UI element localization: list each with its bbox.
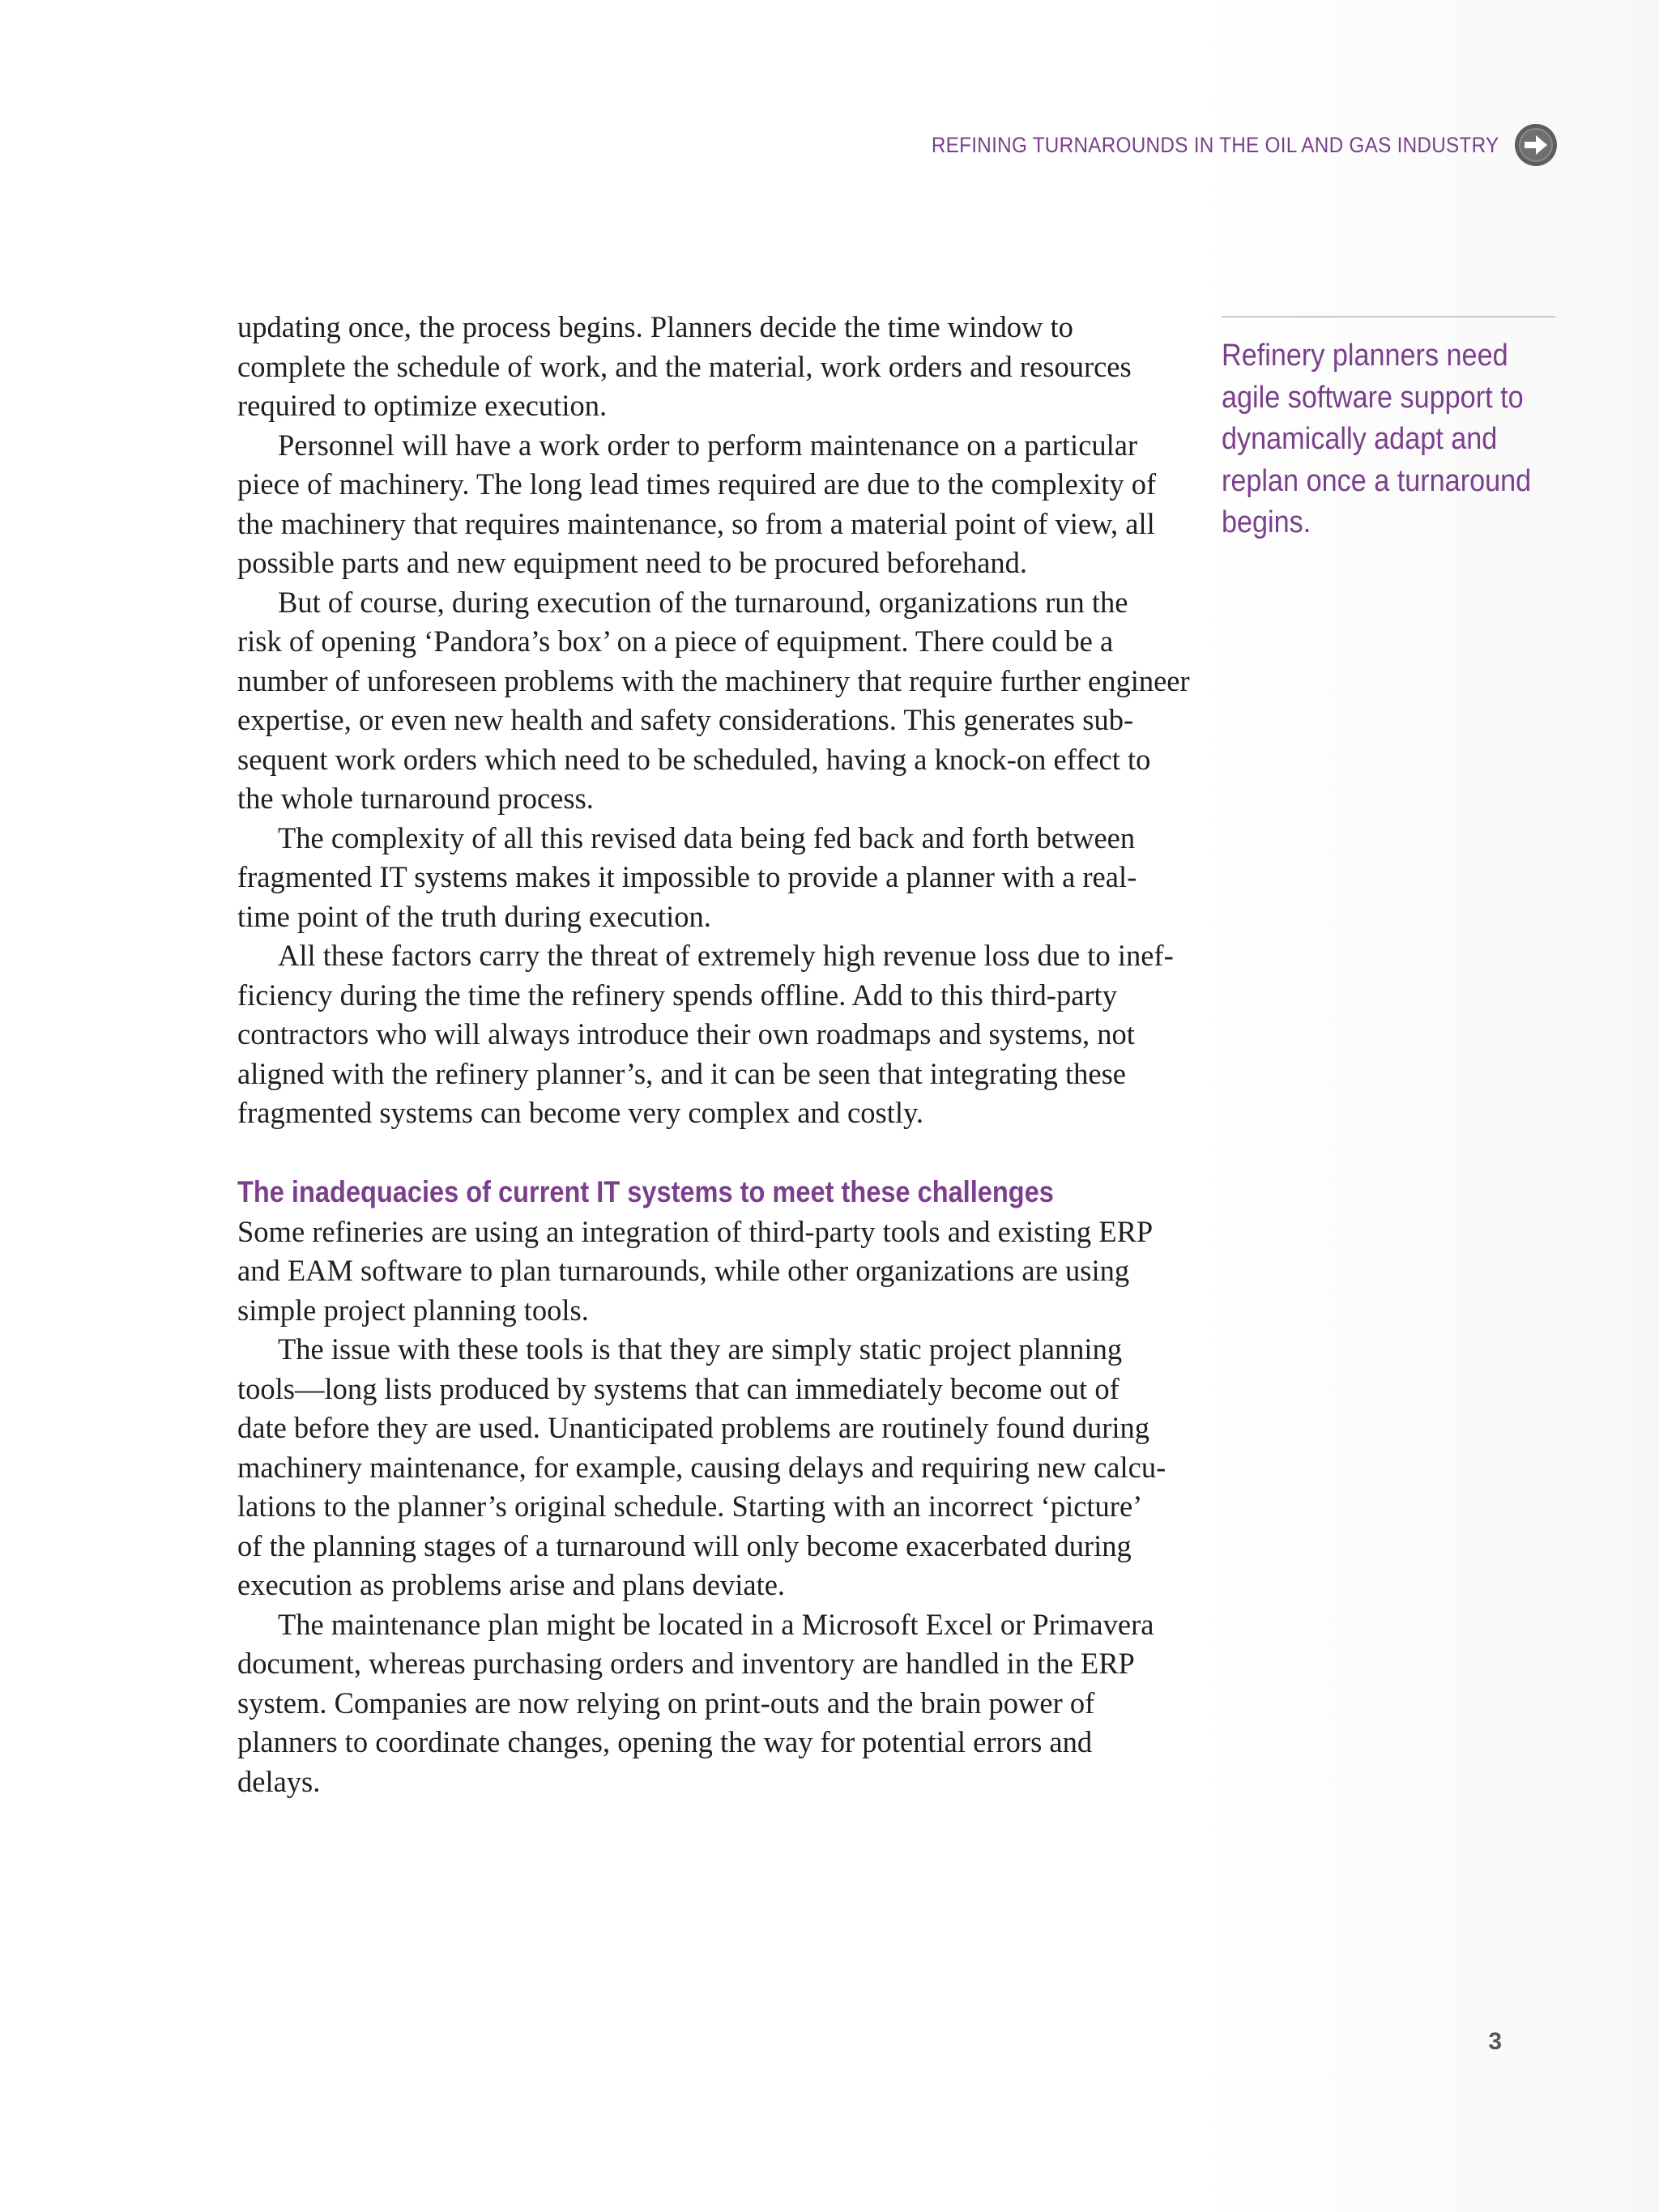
text-line: ficiency during the time the refinery spends offline. Add to this third-party bbox=[237, 978, 1117, 1012]
paragraph bbox=[237, 583, 1193, 819]
text-line: of the planning stages of a turnaround will only become exacerbated during bbox=[237, 1528, 1132, 1562]
text-line: The maintenance plan might be located in a Microsoft Excel or Primavera bbox=[278, 1607, 1154, 1641]
text-line: simple project planning tools. bbox=[237, 1293, 589, 1327]
text-line: delays. bbox=[237, 1764, 321, 1798]
section-heading: The inadequacies of current IT systems to meet these challenges bbox=[237, 1174, 1054, 1208]
pull-quote-line: Refinery planners need bbox=[1222, 339, 1508, 373]
pull-quote-line: replan once a turnaround bbox=[1222, 463, 1532, 498]
text-line: The complexity of all this revised data being fed back and forth between bbox=[278, 820, 1136, 855]
text-line: machinery maintenance, for example, causing delays and requiring new calcu- bbox=[237, 1450, 1166, 1484]
paragraph bbox=[237, 426, 1193, 583]
text-line: Personnel will have a work order to perform maintenance on a particular bbox=[278, 428, 1138, 462]
text-line: planners to coordinate changes, opening the way for potential errors and bbox=[237, 1725, 1093, 1758]
text-line: aligned with the refinery planner’s, and it can be seen that integrating these bbox=[237, 1056, 1126, 1090]
text-line: expertise, or even new health and safety considerations. This generates sub- bbox=[237, 703, 1134, 736]
text-line: piece of machinery. The long lead times required are due to the complexity of bbox=[237, 467, 1157, 501]
pull-quote-line: agile software support to bbox=[1222, 380, 1524, 415]
text-line: All these factors carry the threat of extremely high revenue loss due to inef- bbox=[278, 939, 1174, 972]
text-line: sequent work orders which need to be scheduled, having a knock-on effect to bbox=[237, 742, 1151, 776]
paragraph bbox=[237, 308, 1193, 426]
running-header-title: REFINING TURNAROUNDS IN THE OIL AND GAS INDUSTRY bbox=[932, 132, 1499, 157]
text-line: time point of the truth during execution. bbox=[237, 899, 711, 933]
running-header bbox=[868, 123, 1558, 167]
text-line: number of unforeseen problems with the machinery that require further engineer bbox=[237, 663, 1190, 697]
paragraph bbox=[237, 1330, 1193, 1605]
paragraph bbox=[237, 1213, 1193, 1331]
text-line: document, whereas purchasing orders and inventory are handled in the ERP bbox=[237, 1647, 1135, 1680]
text-line: contractors who will always introduce their own roadmaps and systems, not bbox=[237, 1017, 1135, 1051]
text-line: the machinery that requires maintenance, so from a material point of view, all bbox=[237, 506, 1155, 540]
sidebar bbox=[1222, 316, 1555, 544]
text-line: lations to the planner’s original schedule. Starting with an incorrect ‘picture’ bbox=[237, 1490, 1143, 1523]
sidebar-divider bbox=[1222, 316, 1555, 318]
text-line: execution as problems arise and plans deviate. bbox=[237, 1568, 786, 1601]
text-line: Some refineries are using an integration of third-party tools and existing ERP bbox=[237, 1214, 1154, 1248]
pull-quote-line: dynamically adapt and bbox=[1222, 422, 1498, 456]
text-line: fragmented systems can become very complex and costly. bbox=[237, 1096, 923, 1129]
text-line: date before they are used. Unanticipated problems are routinely found during bbox=[237, 1411, 1150, 1444]
text-line: and EAM software to plan turnarounds, while other organizations are using bbox=[237, 1254, 1130, 1287]
text-line: tools—long lists produced by systems that can immediately become out of bbox=[237, 1371, 1120, 1405]
text-line: risk of opening ‘Pandora’s box’ on a piece of equipment. There could be a bbox=[237, 624, 1114, 658]
text-line: The issue with these tools is that they are simply static project planning bbox=[278, 1332, 1123, 1366]
arrow-right-circle-icon[interactable] bbox=[1514, 123, 1558, 167]
pull-quote-line: begins. bbox=[1222, 505, 1311, 539]
text-line: possible parts and new equipment need to be procured beforehand. bbox=[237, 546, 1028, 579]
text-line: required to optimize execution. bbox=[237, 389, 608, 422]
paragraph bbox=[237, 936, 1193, 1133]
text-line: system. Companies are now relying on print-outs and the brain power of bbox=[237, 1686, 1095, 1720]
text-line: the whole turnaround process. bbox=[237, 782, 594, 815]
paragraph bbox=[237, 819, 1193, 937]
text-line: updating once, the process begins. Planners decide the time window to bbox=[237, 310, 1073, 343]
text-line: fragmented IT systems makes it impossible to provide a planner with a real- bbox=[237, 860, 1137, 893]
pull-quote bbox=[1222, 335, 1555, 544]
page-number: 3 bbox=[1488, 2028, 1502, 2055]
text-line: But of course, during execution of the turnaround, organizations run the bbox=[278, 585, 1128, 619]
body-text-column bbox=[237, 308, 1193, 1801]
text-line: complete the schedule of work, and the material, work orders and resources bbox=[237, 349, 1132, 383]
paragraph bbox=[237, 1605, 1193, 1802]
